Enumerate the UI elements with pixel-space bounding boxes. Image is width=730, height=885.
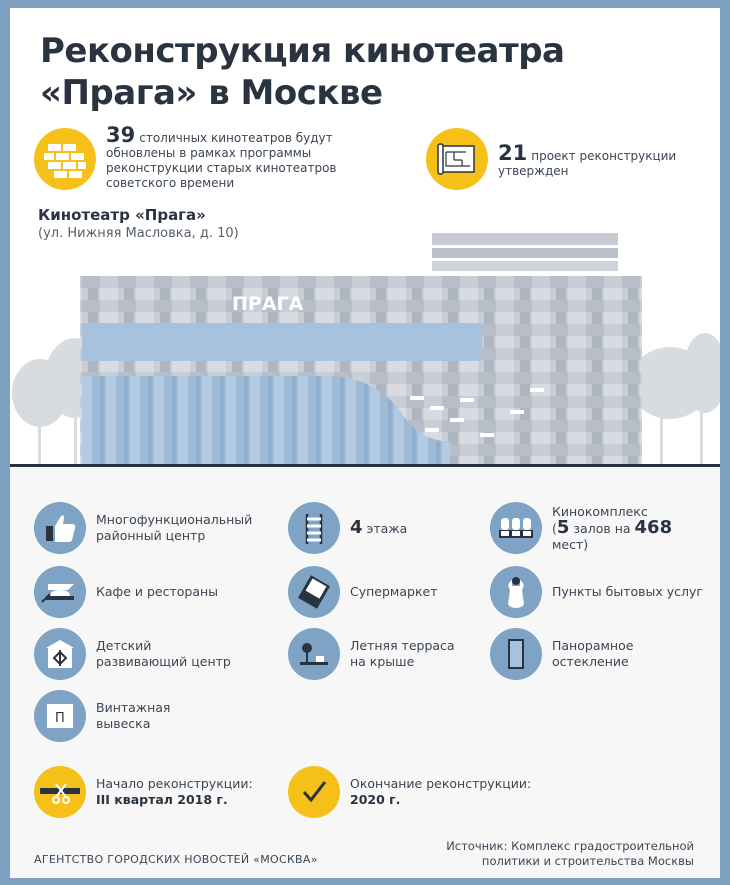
feature-cafe [34, 566, 218, 618]
carousel-icon [34, 628, 86, 680]
wrench-icon [490, 566, 542, 618]
timeline-end [288, 766, 531, 818]
feature-multifunctional [34, 502, 253, 554]
start-value: III квартал 2018 г. [96, 792, 228, 807]
vintage-sign-icon [34, 690, 86, 742]
stat-projects [426, 128, 686, 190]
timeline-start [34, 766, 253, 818]
end-value: 2020 г. [350, 792, 401, 807]
feature-cafe-label: Кафе и рестораны [96, 584, 219, 599]
infographic-card [10, 8, 720, 878]
blueprint-icon [426, 128, 488, 190]
stat-cinemas-text [106, 123, 384, 191]
page-title: Реконструкция кинотеатра «Прага» в Москве [40, 31, 565, 113]
feature-vintage-sign [34, 690, 176, 742]
feature-cinema-complex-label: Кинокомплекс (5 залов на 468 мест) [552, 503, 673, 552]
floors-word: этажа [366, 520, 408, 536]
feature-glazing-label: Панорамное остекление [552, 638, 634, 669]
checkmark-icon [288, 766, 340, 818]
timeline-end-label [350, 776, 531, 808]
roof-floors [432, 233, 618, 271]
feature-multifunctional-label: Многофункциональный районный центр [96, 512, 253, 543]
stat-projects-number: 21 [498, 141, 528, 165]
footer-source: Источник: Комплекс градостроительной политики и строительства Москвы [446, 839, 694, 868]
cinema-complex-title: Кинокомплекс [552, 503, 648, 519]
feature-supermarket-label: Супермаркет [350, 584, 438, 599]
feature-vintage-label: Винтажная вывеска [96, 700, 171, 731]
panoramic-window-icon [490, 628, 542, 680]
cinema-sign: ПРАГА [232, 293, 304, 315]
feature-cinema-complex [490, 502, 702, 554]
feature-kids [34, 628, 236, 680]
end-label: Окончание реконструкции: [350, 776, 532, 791]
cinema-address: (ул. Нижняя Масловка, д. 10) [38, 226, 239, 241]
feature-kids-label: Детский развивающий центр [96, 638, 231, 669]
feature-terrace [288, 628, 470, 680]
start-label: Начало реконструкции: [96, 776, 253, 791]
stat-cinemas [34, 123, 384, 191]
feature-services-label: Пункты бытовых услуг [552, 584, 703, 599]
stat-cinemas-description: столичных кинотеатров будут обновлены в рамках программы реконструкции старых кинотеатров советского времени [106, 131, 337, 190]
stat-projects-text [498, 128, 686, 179]
halls-number: 5 [556, 516, 570, 538]
floors-number: 4 [350, 516, 363, 538]
feature-glazing [490, 628, 652, 680]
seats-word: мест [552, 536, 584, 552]
ladder-icon [288, 502, 340, 554]
building-illustration [10, 228, 720, 468]
cinema-seats-icon [490, 502, 542, 554]
svg-text:П: П [55, 711, 65, 726]
thumbs-up-icon [34, 502, 86, 554]
stat-projects-description: проект реконструкции утвержден [498, 149, 677, 178]
feature-supermarket [288, 566, 437, 618]
seats-number: 468 [634, 516, 673, 538]
stat-cinemas-number: 39 [106, 123, 136, 147]
scissors-ribbon-icon [34, 766, 86, 818]
timeline-start-label [96, 776, 253, 808]
feature-services [490, 566, 703, 618]
feature-floors [288, 502, 407, 554]
supermarket-bag-icon [288, 566, 340, 618]
footer-agency: АГЕНТСТВО ГОРОДСКИХ НОВОСТЕЙ «МОСКВА» [34, 853, 318, 866]
cinema-name: Кинотеатр «Прага» [38, 206, 206, 224]
feature-floors-label [350, 516, 408, 538]
halls-word: залов на [573, 520, 631, 536]
bricks-icon [34, 128, 96, 190]
terrace-icon [288, 628, 340, 680]
food-tray-icon [34, 566, 86, 618]
feature-terrace-label: Летняя терраса на крыше [350, 638, 455, 669]
